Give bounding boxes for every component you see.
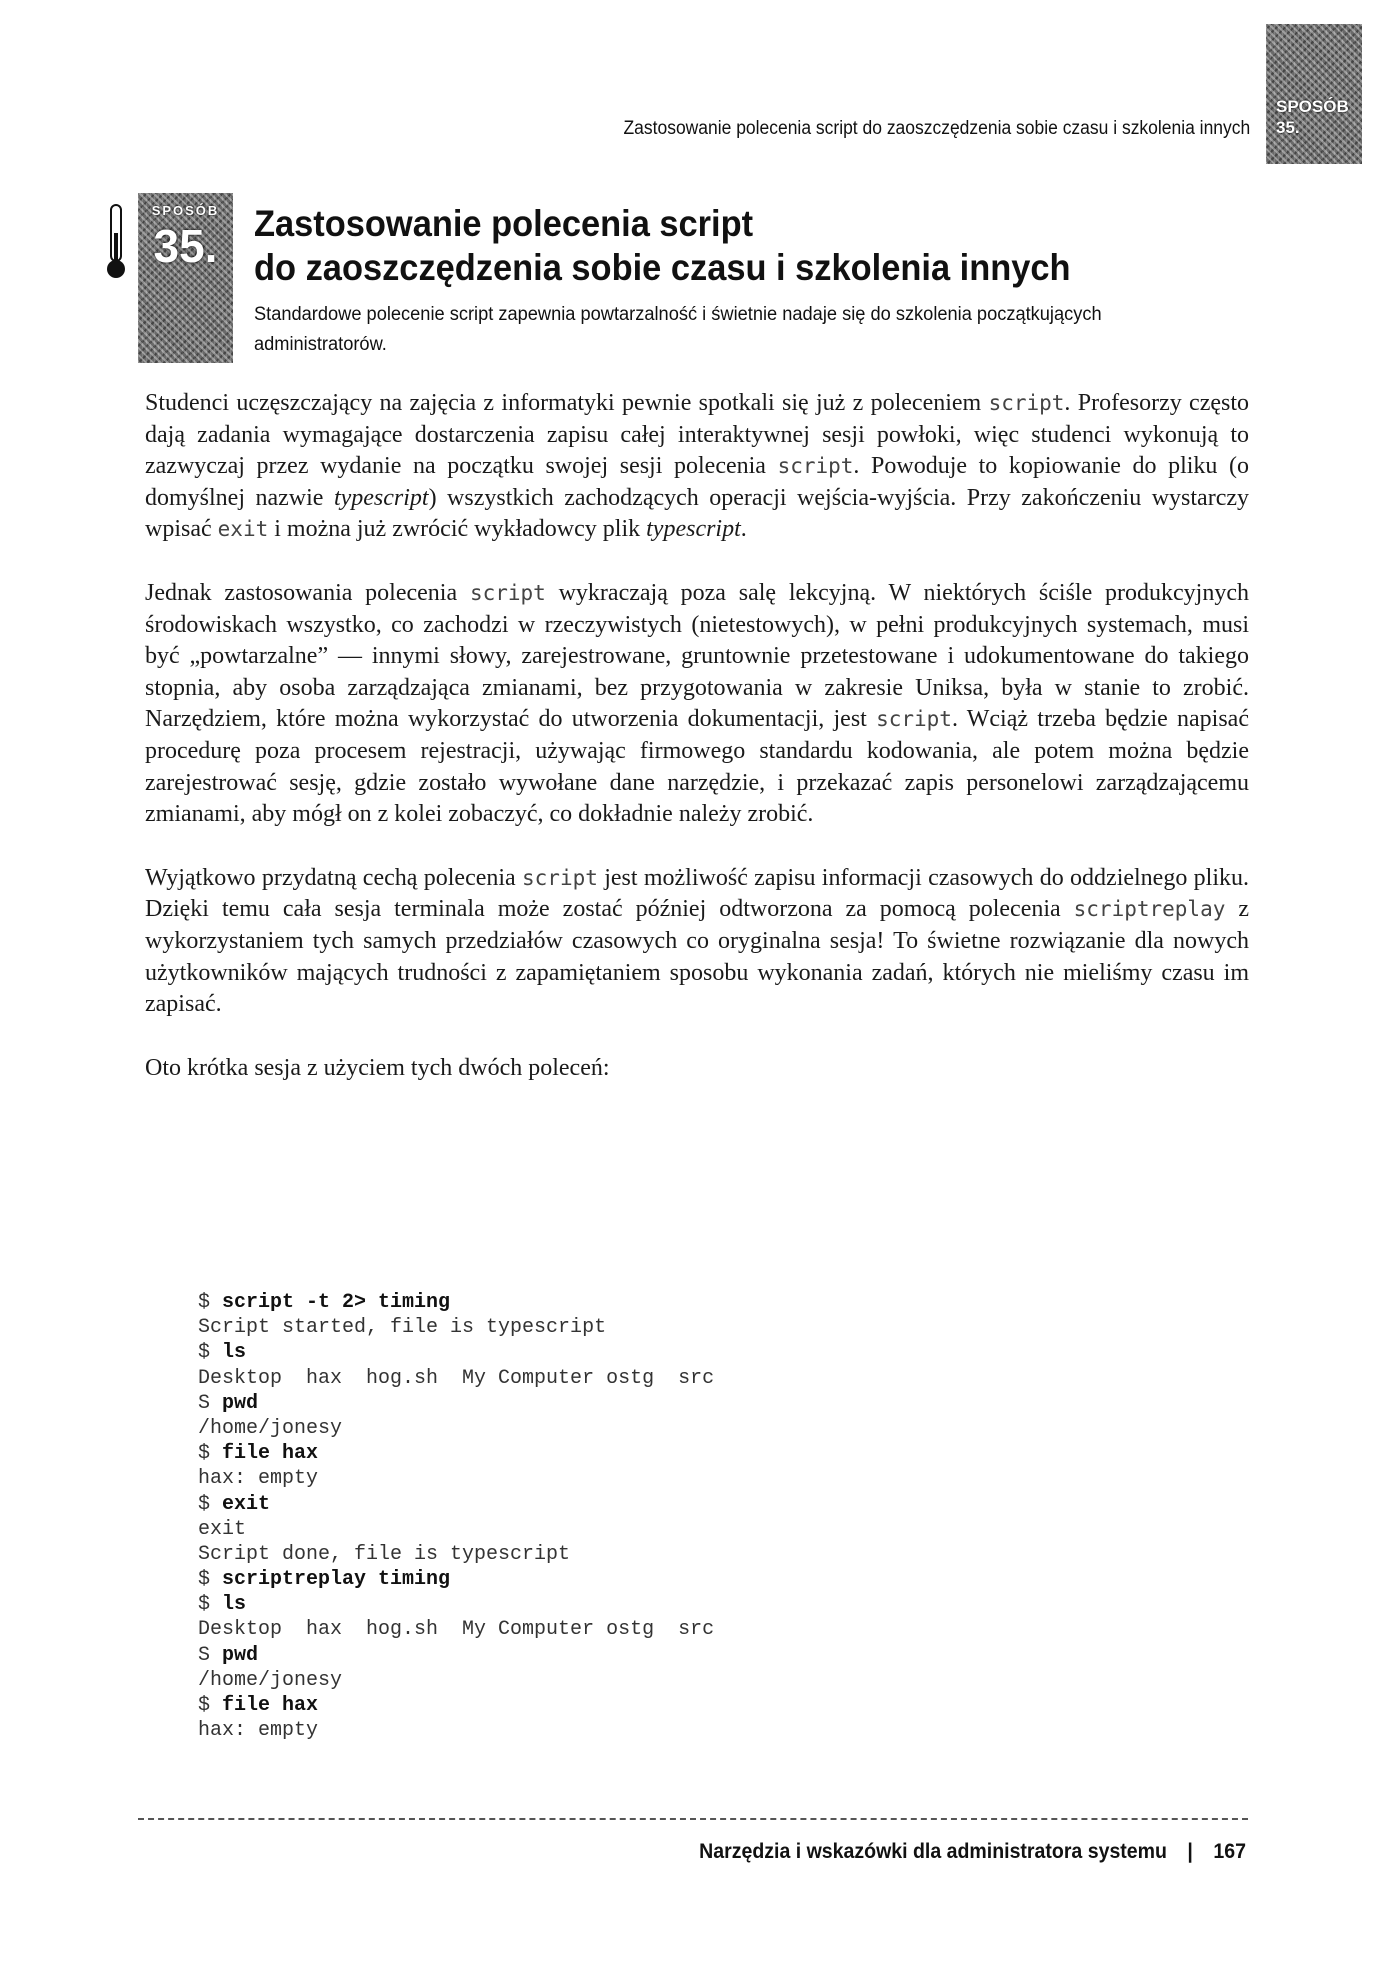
- code-line: [198, 1290, 1098, 1315]
- page-footer: [699, 1840, 1246, 1864]
- paragraph-2: [145, 578, 1249, 831]
- paragraph-1: [145, 388, 1249, 546]
- code-command: pwd: [222, 1643, 259, 1667]
- code-command: pwd: [222, 1391, 259, 1415]
- code-line: [198, 1366, 1098, 1391]
- code-line: [198, 1592, 1098, 1617]
- code-output: exit: [198, 1517, 247, 1541]
- code-line: [198, 1668, 1098, 1693]
- hack-badge-label: SPOSÓB: [151, 203, 220, 218]
- code-output: Desktop hax hog.sh My Computer ostg src: [198, 1366, 715, 1390]
- code-listing: [198, 1290, 1098, 1743]
- code-command: ls: [222, 1593, 247, 1617]
- code-prompt: $: [198, 1568, 223, 1592]
- code-prompt: S: [198, 1643, 223, 1667]
- code-line: [198, 1718, 1098, 1743]
- code-output: /home/jonesy: [198, 1668, 343, 1692]
- code-line: [198, 1617, 1098, 1642]
- code-prompt: $: [198, 1291, 223, 1314]
- paragraph-3: [145, 863, 1249, 1021]
- hack-number-badge: [138, 193, 233, 363]
- page-number: 167: [1213, 1840, 1246, 1863]
- thermometer-icon: [104, 203, 128, 283]
- text-run: Wyjątkowo przydatną cechą polecenia: [145, 864, 523, 891]
- code-line: [198, 1567, 1098, 1592]
- code-prompt: $: [198, 1492, 223, 1516]
- inline-code: script: [988, 391, 1065, 415]
- code-prompt: S: [198, 1391, 223, 1415]
- code-line: [198, 1340, 1098, 1365]
- hack-title-line-2: do zaoszczędzenia sobie czasu i szkolenia innych: [254, 247, 1071, 288]
- code-output: Script started, file is typescript: [198, 1316, 607, 1340]
- text-run: wykraczają poza salę lekcyjną. W niektórych ściśle produkcyjnych środowiskach wszystko, co zachodzi w rzeczywistych (nietestowych), w pełni produkcyjnych systemach, musi być „powtarzalne” — innymi słowy, zarejestrowane, gruntownie przetestowane i udokumentowane do takiego stopnia, aby osoba zarządzająca zmianami, bez przygotowania w zakresie Uniksa, była w stanie to zrobić. Narzędziem, które można wykorzystać do utworzenia dokumentacji, jest: [145, 579, 1250, 733]
- code-line: [198, 1441, 1098, 1466]
- code-line: [198, 1542, 1098, 1567]
- code-line: [198, 1693, 1098, 1718]
- text-run: . Profesorzy często dają zadania wymagające dostarczenia zapisu całej interaktywnej sesji powłoki, więc studenci wykonują to zazwyczaj przez wydanie na początku swojej sesji polecenia: [145, 390, 1250, 480]
- code-command: file hax: [222, 1442, 319, 1466]
- code-command: exit: [222, 1492, 271, 1516]
- code-line: [198, 1492, 1098, 1517]
- text-run: . Powoduje to kopiowanie do pliku (o domyślnej nazwie: [145, 453, 1250, 511]
- code-output: Desktop hax hog.sh My Computer ostg src: [198, 1618, 715, 1642]
- code-prompt: $: [198, 1593, 223, 1617]
- inline-code: script: [777, 454, 854, 479]
- code-line: [198, 1643, 1098, 1668]
- hack-badge-number: 35.: [153, 220, 218, 272]
- running-header: Zastosowanie polecenia script do zaoszczędzenia sobie czasu i szkolenia innych: [623, 118, 1250, 139]
- code-line: [198, 1466, 1098, 1491]
- italic-filename: typescript: [646, 516, 741, 543]
- text-run: ) wszystkich zachodzących operacji wejścia-wyjścia. Przy zakończeniu wystarczy wpisać: [145, 484, 1249, 543]
- text-run: .: [740, 516, 747, 543]
- text-run: Studenci uczęszczający na zajęcia z informatyki pewnie spotkali się już z poleceniem: [145, 390, 989, 416]
- code-output: /home/jonesy: [198, 1416, 343, 1440]
- inline-code: exit: [217, 517, 269, 542]
- code-output: hax: empty: [198, 1467, 319, 1491]
- corner-hack-number: 35.: [1276, 118, 1300, 137]
- inline-code: script: [522, 865, 598, 890]
- inline-code: script: [876, 707, 952, 732]
- inline-code: scriptreplay: [1073, 897, 1226, 922]
- footer-divider: [138, 1818, 1248, 1820]
- corner-hack-label: [1276, 96, 1360, 138]
- code-output: Script done, file is typescript: [198, 1542, 571, 1566]
- code-line: [198, 1391, 1098, 1416]
- footer-separator: |: [1187, 1840, 1193, 1863]
- code-prompt: $: [198, 1694, 223, 1717]
- code-prompt: $: [198, 1442, 223, 1466]
- corner-hack-tab: [1266, 24, 1362, 164]
- paragraph-4: Oto krótka sesja z użyciem tych dwóch poleceń:: [145, 1054, 610, 1081]
- body-text: [145, 388, 1249, 1116]
- footer-book-title: Narzędzia i wskazówki dla administratora systemu: [699, 1840, 1168, 1863]
- text-run: . Wciąż trzeba będzie napisać procedurę poza procesem rejestracji, używając firmowego standardu kodowania, ale potem można będzie zarejestrować sesję, gdzie zostało wywołane dane narzędzie, i przekazać zapis personelowi zarządzającemu zmianami, aby mógł on z kolei zobaczyć, co dokładnie należy zrobić.: [145, 706, 1249, 828]
- hack-title: [254, 202, 1184, 290]
- corner-hack-word: SPOSÓB: [1276, 97, 1349, 116]
- inline-code: script: [469, 580, 546, 605]
- code-output: hax: empty: [198, 1719, 319, 1743]
- code-line: [198, 1517, 1098, 1542]
- code-command: ls: [222, 1341, 247, 1365]
- code-command: file hax: [222, 1694, 319, 1717]
- code-command: scriptreplay timing: [222, 1568, 451, 1592]
- hack-subtitle: Standardowe polecenie script zapewnia powtarzalność i świetnie nadaje się do szkolenia początkujących administratorów.: [254, 304, 1102, 355]
- hack-title-line-1: Zastosowanie polecenia script: [254, 203, 754, 244]
- code-command: script -t 2> timing: [222, 1291, 451, 1314]
- code-prompt: $: [198, 1341, 223, 1365]
- italic-filename: typescript: [333, 484, 429, 511]
- text-run: i można już zwrócić wykładowcy plik: [268, 516, 647, 543]
- code-line: [198, 1416, 1098, 1441]
- text-run: z wykorzystaniem tych samych przedziałów czasowych co oryginalna sesja! To świetne rozwiązanie dla nowych użytkowników mających trudności z zapamiętaniem sposobu wykonania zadań, których nie mieliśmy czasu im zapisać.: [145, 896, 1249, 1018]
- text-run: jest możliwość zapisu informacji czasowych do oddzielnego pliku. Dzięki temu cała sesja terminala może zostać później odtworzona za pomocą polecenia: [145, 864, 1249, 923]
- code-line: [198, 1315, 1098, 1340]
- text-run: Jednak zastosowania polecenia: [145, 579, 470, 606]
